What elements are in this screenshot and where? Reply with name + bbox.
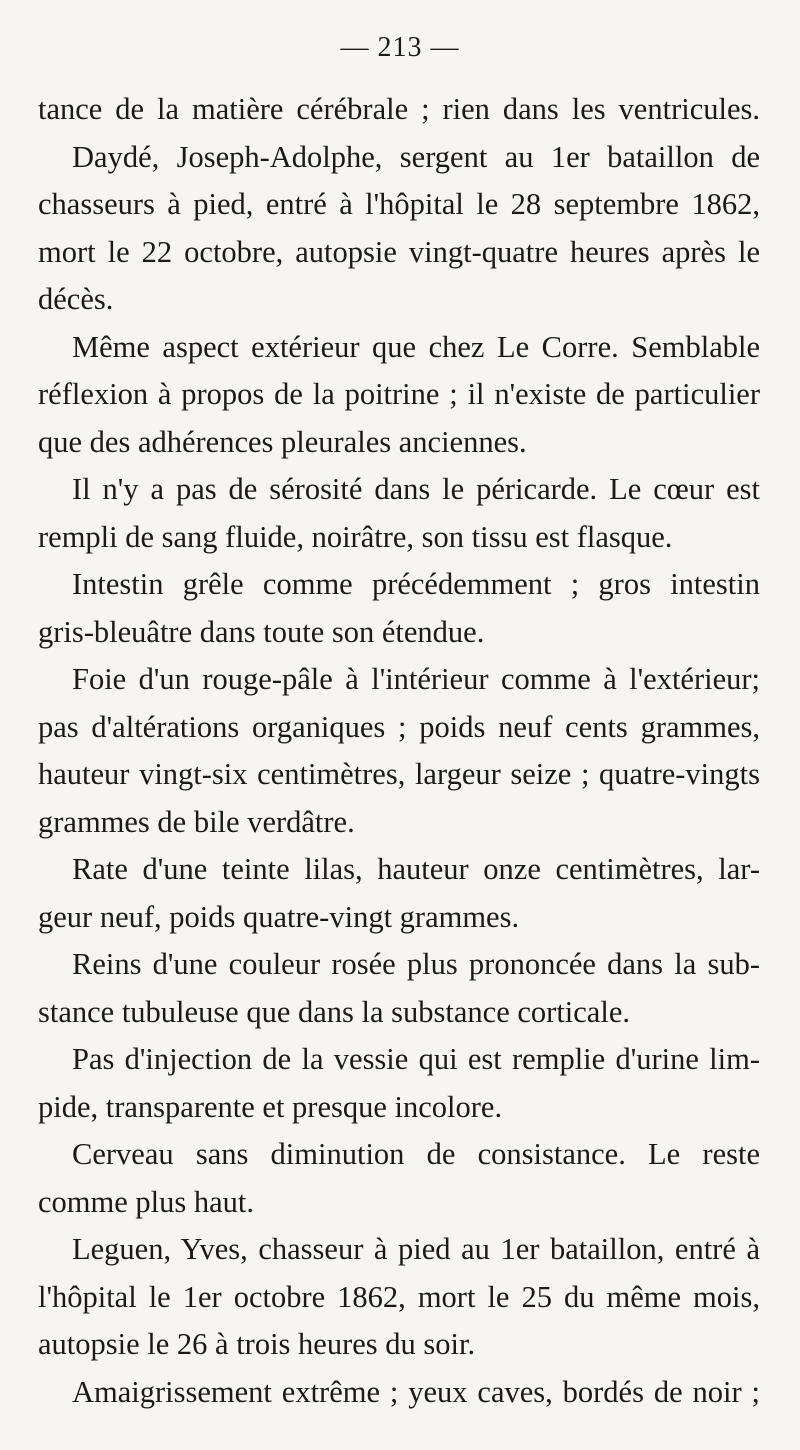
text-line: comme plus haut. bbox=[38, 1184, 255, 1219]
text-line: grammes de bile verdâtre. bbox=[38, 804, 355, 839]
text-line: Foie d'un rouge-pâle à l'intérieur comme à l'extérieur; bbox=[72, 662, 760, 696]
text-line: Rate d'une teinte lilas, hauteur onze centimètres, lar- bbox=[72, 852, 760, 886]
text-line: rempli de sang fluide, noirâtre, son tissu est flasque. bbox=[38, 519, 673, 554]
text-line: Pas d'injection de la vessie qui est remplie d'urine lim- bbox=[72, 1042, 760, 1076]
text-line: pide, transparente et presque incolore. bbox=[38, 1089, 503, 1124]
text-line: gris-bleuâtre dans toute son étendue. bbox=[38, 614, 485, 649]
text-line: autopsie le 26 à trois heures du soir. bbox=[38, 1327, 476, 1361]
text-line: Reins d'une couleur rosée plus prononcée dans la sub- bbox=[72, 947, 760, 981]
page-number: — 213 — bbox=[340, 32, 460, 63]
text-line: pas d'altérations organiques ; poids neuf cents grammes, bbox=[38, 709, 760, 744]
text-line: que des adhérences pleurales anciennes. bbox=[38, 424, 527, 459]
text-line: stance tubuleuse que dans la substance corticale. bbox=[38, 994, 630, 1029]
text-line: tance de la matière cérébrale ; rien dans les ventricules. bbox=[38, 92, 760, 126]
text-line: Leguen, Yves, chasseur à pied au 1er bataillon, entré à bbox=[72, 1232, 760, 1266]
text-line: Il n'y a pas de sérosité dans le péricarde. Le cœur est bbox=[72, 472, 760, 506]
text-line: Daydé, Joseph-Adolphe, sergent au 1er bataillon de bbox=[72, 139, 760, 174]
text-line: Cerveau sans diminution de consistance. Le reste bbox=[72, 1137, 760, 1171]
text-line: geur neuf, poids quatre-vingt grammes. bbox=[38, 899, 520, 934]
text-line: mort le 22 octobre, autopsie vingt-quatre heures après le bbox=[38, 234, 760, 269]
text-line: Amaigrissement extrême ; yeux caves, bordés de noir ; bbox=[72, 1374, 760, 1409]
text-line: Même aspect extérieur que chez Le Corre. Semblable bbox=[72, 329, 760, 364]
body-text bbox=[38, 86, 760, 1416]
text-line: Intestin grêle comme précédemment ; gros intestin bbox=[72, 567, 760, 601]
text-line: l'hôpital le 1er octobre 1862, mort le 25 du même mois, bbox=[38, 1279, 760, 1314]
text-line: réflexion à propos de la poitrine ; il n'existe de particulier bbox=[38, 377, 760, 411]
text-line: décès. bbox=[38, 282, 114, 316]
text-line: chasseurs à pied, entré à l'hôpital le 28 septembre 1862, bbox=[38, 187, 760, 221]
text-line: hauteur vingt-six centimètres, largeur seize ; quatre-vingts bbox=[38, 757, 760, 791]
